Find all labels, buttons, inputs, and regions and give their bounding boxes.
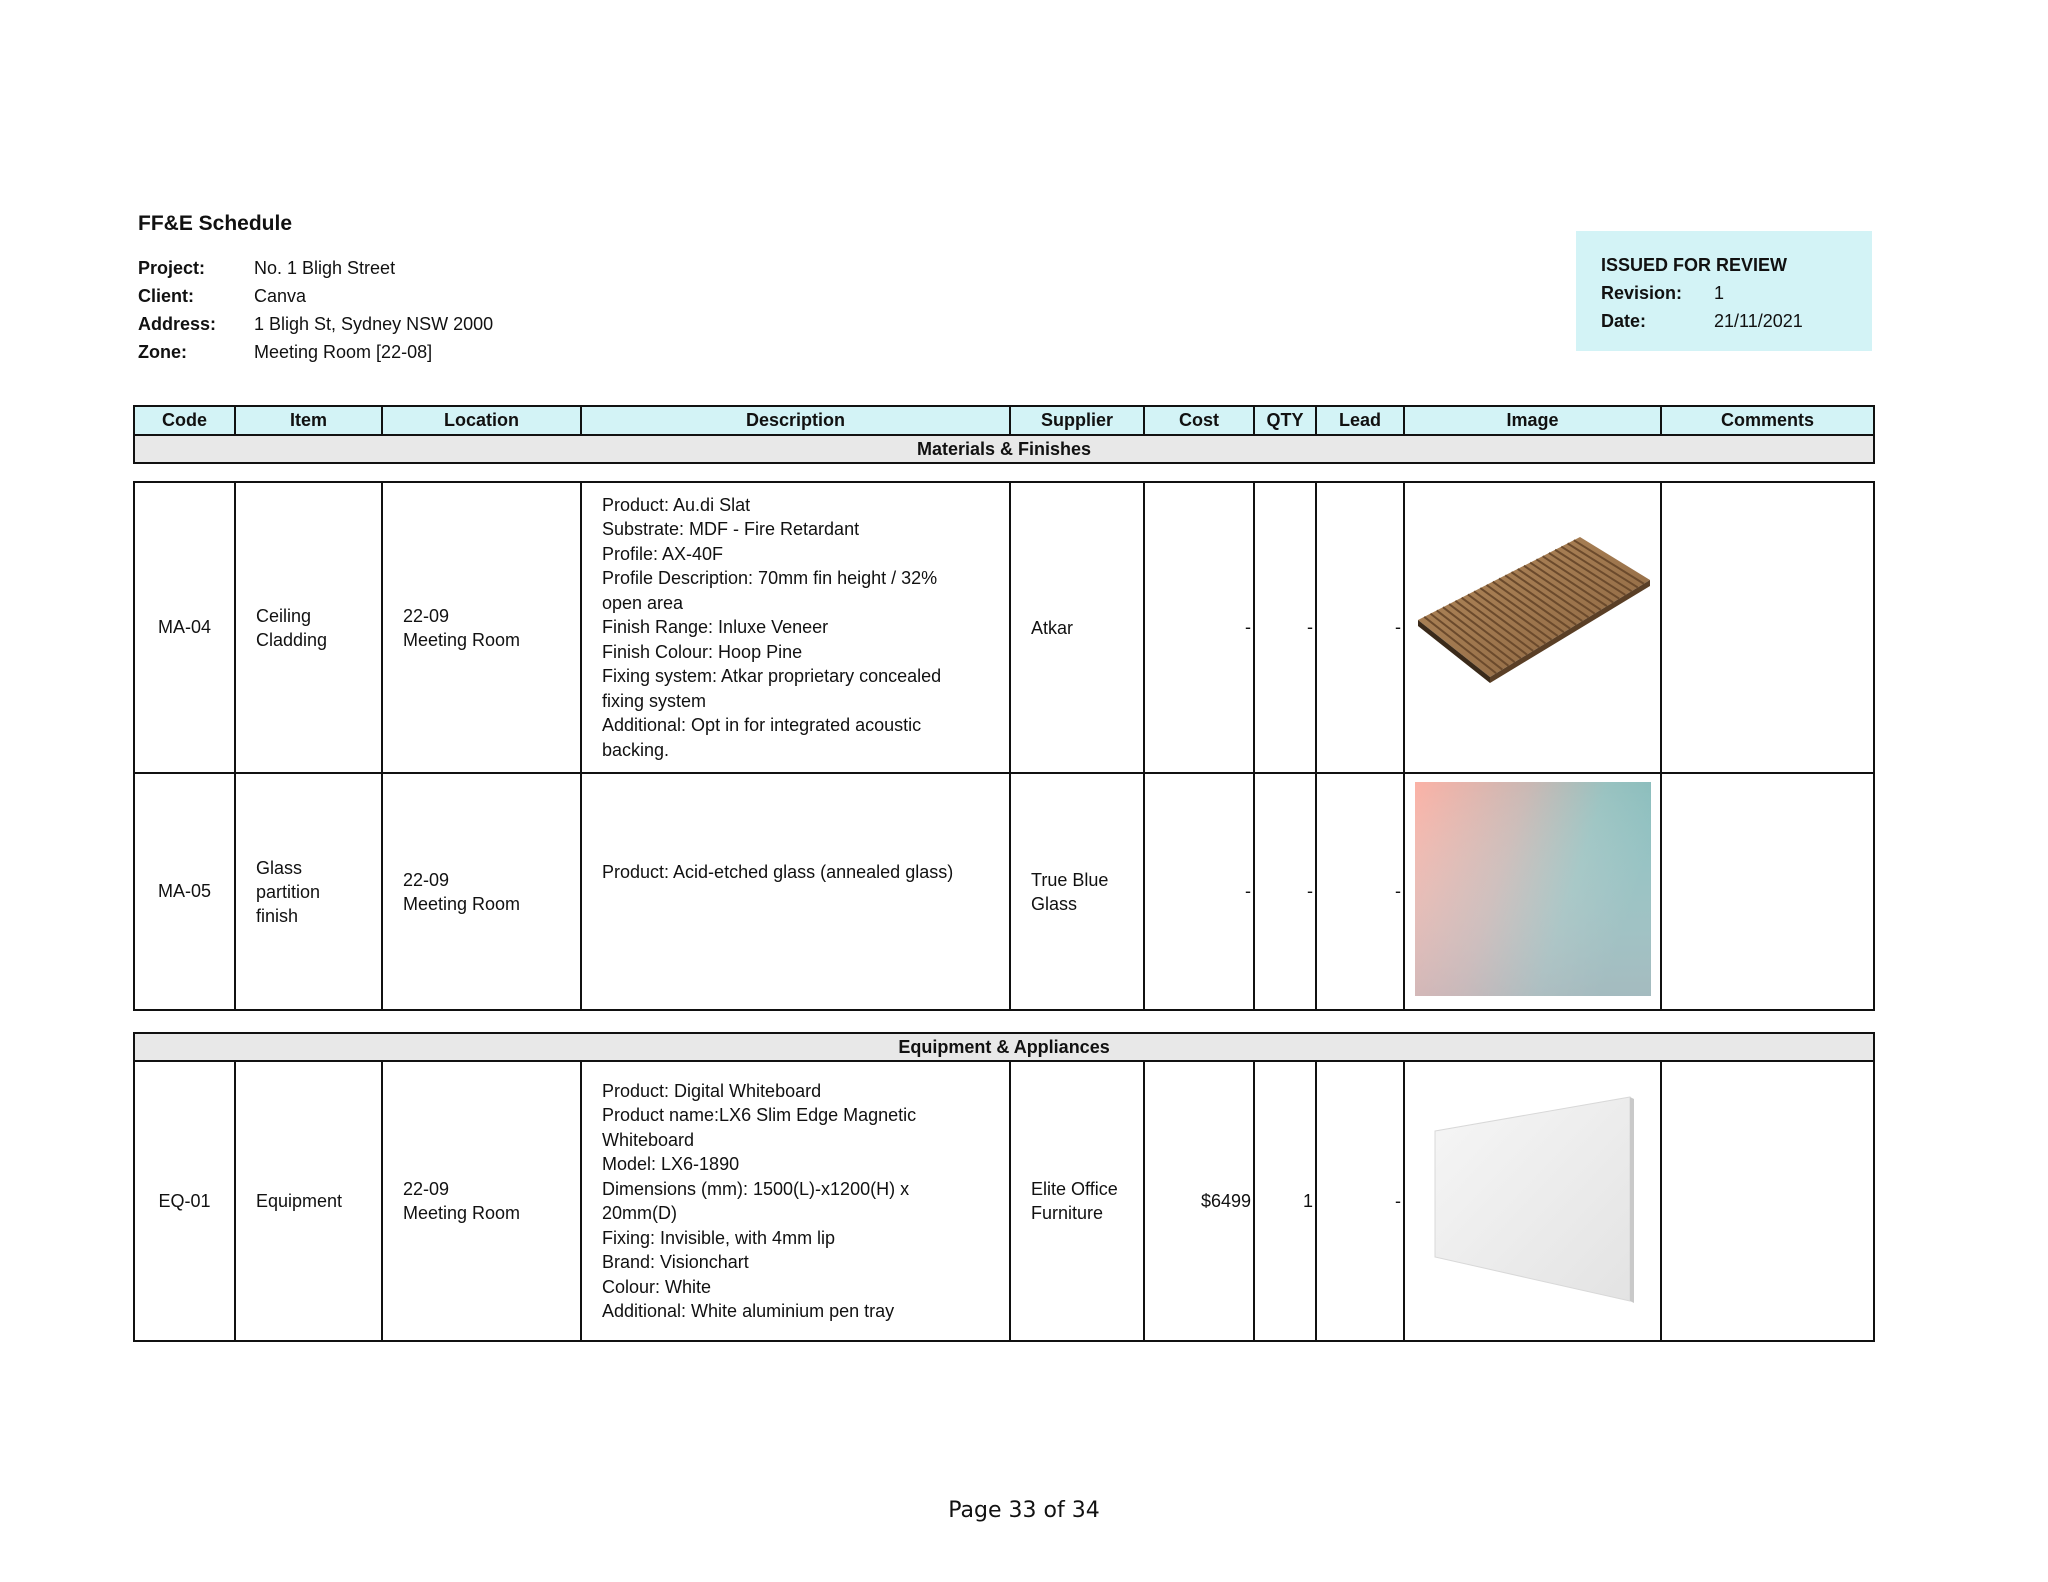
section-header-materials: [134, 435, 1874, 463]
location-cell: [382, 1061, 581, 1341]
supplier-line: Glass: [1031, 893, 1078, 914]
item-line: partition: [256, 881, 321, 902]
location-cell: [382, 773, 581, 1010]
revision-row: [1601, 279, 1872, 307]
description-line: Product name:LX6 Slim Edge Magnetic: [602, 1105, 917, 1125]
client-value: Canva: [254, 285, 307, 306]
item-line: Cladding: [256, 629, 328, 650]
description-line: Brand: Visionchart: [602, 1252, 749, 1272]
description-line: Product: Digital Whiteboard: [602, 1080, 822, 1101]
equipment-table: [133, 1032, 1875, 1342]
location-line: Meeting Room: [403, 629, 521, 650]
address-row: [138, 310, 493, 338]
description-line: Finish Range: Inluxe Veneer: [602, 617, 829, 638]
schedule-title: FF&E Schedule: [138, 212, 293, 235]
timber-slat-panel-image: [1410, 525, 1655, 725]
description-line: Whiteboard: [602, 1129, 695, 1150]
image-cell: [1404, 482, 1661, 773]
col-comments: Comments: [1661, 406, 1874, 435]
location-line: 22-09: [403, 1179, 450, 1199]
col-cost: Cost: [1144, 406, 1254, 435]
col-supplier: Supplier: [1010, 406, 1144, 435]
description-line: Fixing: Invisible, with 4mm lip: [602, 1227, 836, 1248]
item-cell: [235, 773, 382, 1010]
col-item: Item: [235, 406, 382, 435]
materials-table: [133, 481, 1875, 1011]
client-row: [138, 282, 493, 310]
supplier-cell: [1010, 482, 1144, 773]
description-line: 20mm(D): [602, 1203, 677, 1223]
col-qty: QTY: [1254, 406, 1316, 435]
description-line: Product: Au.di Slat: [602, 494, 751, 515]
description-cell: [581, 773, 1010, 1010]
qty-cell: 1: [1254, 1061, 1316, 1341]
description-line: Additional: White aluminium pen tray: [602, 1301, 895, 1321]
description-line: Model: LX6-1890: [602, 1154, 740, 1174]
description-line: Profile Description: 70mm fin height / 32%: [602, 568, 938, 589]
col-lead: Lead: [1316, 406, 1404, 435]
code-cell: MA-04: [134, 482, 235, 773]
date-value: 21/11/2021: [1714, 310, 1803, 331]
supplier-line: Furniture: [1031, 1203, 1104, 1223]
supplier-cell: [1010, 1061, 1144, 1341]
zone-label: Zone:: [138, 341, 187, 362]
description-line: backing.: [602, 739, 670, 760]
client-label: Client:: [138, 285, 194, 306]
project-value: No. 1 Bligh Street: [254, 257, 396, 278]
location-line: 22-09: [403, 605, 450, 626]
code-cell: MA-05: [134, 773, 235, 1010]
lead-cell: -: [1316, 773, 1404, 1010]
item-cell: [235, 482, 382, 773]
revision-value: 1: [1714, 282, 1725, 303]
location-line: Meeting Room: [403, 893, 521, 914]
project-info: [138, 254, 493, 366]
description-line: Additional: Opt in for integrated acoustic: [602, 715, 922, 736]
description-line: fixing system: [602, 690, 707, 711]
description-line: Fixing system: Atkar proprietary concealed: [602, 666, 942, 687]
image-cell: [1404, 1061, 1661, 1341]
lead-cell: -: [1316, 1061, 1404, 1341]
cost-cell: $6499: [1144, 1061, 1254, 1341]
schedule-header-table: [133, 405, 1875, 464]
section-header-equipment: [134, 1033, 1874, 1061]
comments-cell: [1661, 482, 1874, 773]
description-line: Product: Acid-etched glass (annealed glass): [602, 862, 954, 882]
comments-cell: [1661, 773, 1874, 1010]
column-header-row: [134, 406, 1874, 435]
section-title-equipment: Equipment & Appliances: [134, 1033, 1874, 1061]
location-line: 22-09: [403, 869, 450, 890]
address-value: 1 Bligh St, Sydney NSW 2000: [254, 313, 494, 334]
issue-status-title: ISSUED FOR REVIEW: [1601, 255, 1788, 275]
section-title-materials: Materials & Finishes: [134, 435, 1874, 463]
description-line: Colour: White: [602, 1276, 712, 1297]
cost-cell: -: [1144, 482, 1254, 773]
col-location: Location: [382, 406, 581, 435]
location-cell: [382, 482, 581, 773]
qty-cell: -: [1254, 482, 1316, 773]
item-cell: [235, 1061, 382, 1341]
project-label: Project:: [138, 257, 206, 278]
col-image: Image: [1404, 406, 1661, 435]
cost-cell: -: [1144, 773, 1254, 1010]
qty-cell: -: [1254, 773, 1316, 1010]
issue-status-box: [1576, 231, 1872, 351]
comments-cell: [1661, 1061, 1874, 1341]
supplier-line: Elite Office: [1031, 1179, 1118, 1199]
description-line: Profile: AX-40F: [602, 543, 724, 564]
item-line: Glass: [256, 857, 303, 878]
image-cell: [1404, 773, 1661, 1010]
col-description: Description: [581, 406, 1010, 435]
lead-cell: -: [1316, 482, 1404, 773]
table-row: [134, 482, 1874, 773]
description-line: Substrate: MDF - Fire Retardant: [602, 519, 860, 540]
supplier-cell: [1010, 773, 1144, 1010]
item-line: Equipment: [256, 1191, 343, 1211]
item-line: Ceiling: [256, 605, 312, 626]
page-number: Page 33 of 34: [948, 1498, 1100, 1523]
description-line: Dimensions (mm): 1500(L)-x1200(H) x: [602, 1178, 910, 1199]
revision-label: Revision:: [1601, 282, 1683, 303]
address-label: Address:: [138, 313, 217, 334]
description-line: Finish Colour: Hoop Pine: [602, 641, 803, 662]
description-line: open area: [602, 592, 684, 613]
zone-value: Meeting Room [22-08]: [254, 341, 433, 362]
date-row: [1601, 307, 1872, 335]
supplier-line: True Blue: [1031, 869, 1109, 890]
item-line: finish: [256, 905, 299, 926]
table-row: [134, 773, 1874, 1010]
whiteboard-image: [1425, 1091, 1640, 1306]
project-row: [138, 254, 493, 282]
code-cell: EQ-01: [134, 1061, 235, 1341]
col-code: Code: [134, 406, 235, 435]
date-label: Date:: [1601, 310, 1647, 331]
gradient-glass-swatch-image: [1415, 782, 1651, 996]
table-row: [134, 1061, 1874, 1341]
location-line: Meeting Room: [403, 1203, 521, 1223]
zone-row: [138, 338, 493, 366]
description-cell: [581, 1061, 1010, 1341]
description-cell: [581, 482, 1010, 773]
supplier-line: Atkar: [1031, 617, 1074, 638]
